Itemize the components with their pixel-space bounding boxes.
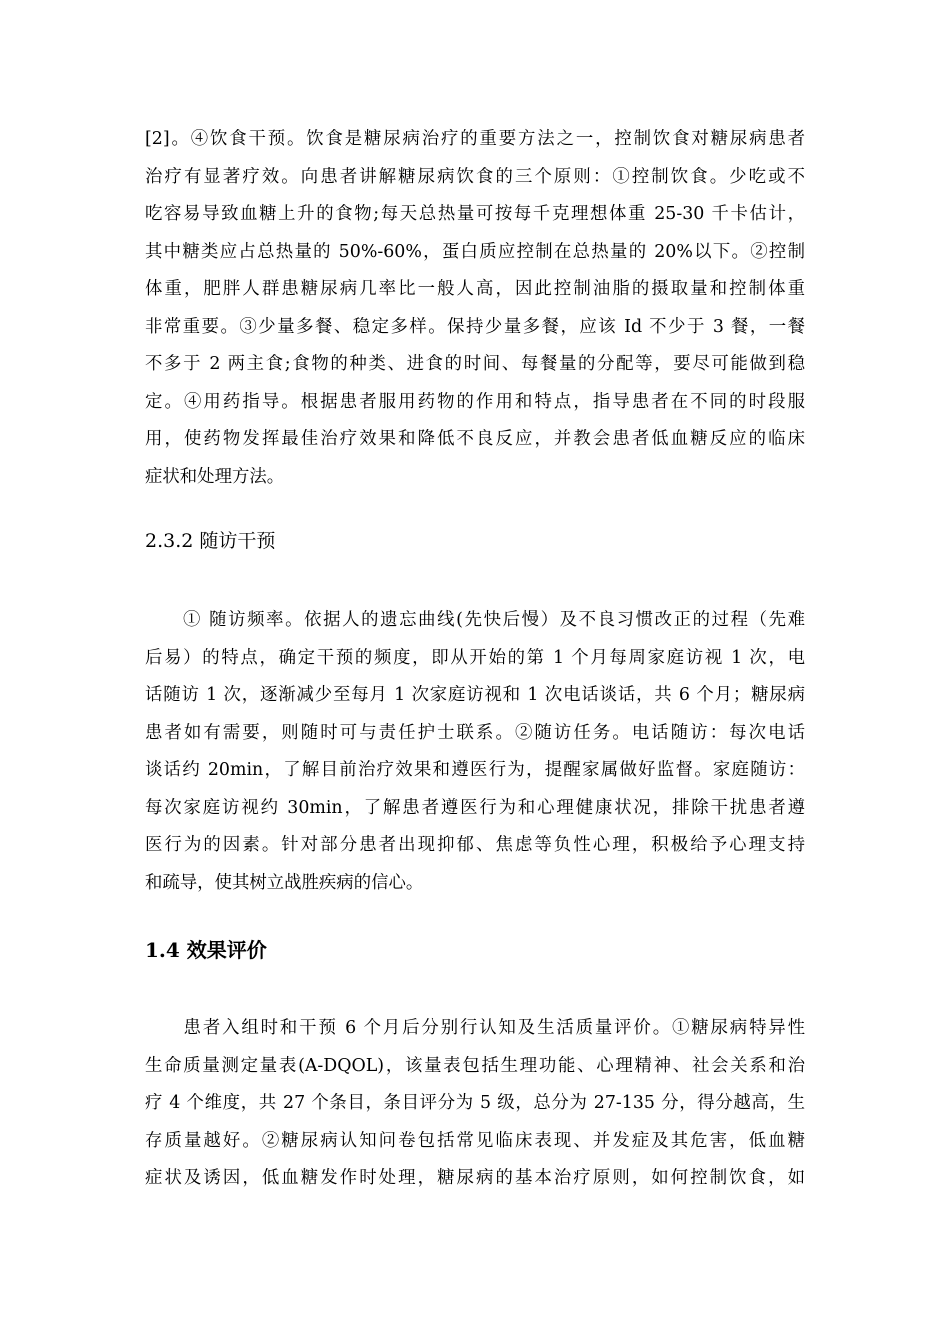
text-line: 生命质量测定量表(A-DQOL)，该量表包括生理功能、心理精神、社会关系和治	[145, 1055, 805, 1076]
text-line: 患者如有需要，则随时可与责任护士联系。②随访任务。电话随访：每次电话	[145, 722, 805, 743]
text-line: 治疗有显著疗效。向患者讲解糖尿病饮食的三个原则：①控制饮食。少吃或不	[145, 166, 805, 187]
paragraph-evaluation	[145, 1010, 805, 1198]
text-line: 疗 4 个维度，共 27 个条目，条目评分为 5 级，总分为 27-135 分，得分越高，生	[145, 1093, 805, 1113]
text-line: 话随访 1 次，逐渐减少至每月 1 次家庭访视和 1 次电话谈话，共 6 个月；糖尿病	[145, 685, 805, 705]
text-line: 谈话约 20min，了解目前治疗效果和遵医行为，提醒家属做好监督。家庭随访：	[145, 760, 805, 780]
text-line: 症状及诱因，低血糖发作时处理，糖尿病的基本治疗原则，如何控制饮食，如	[145, 1168, 805, 1188]
text-line: 非常重要。③少量多餐、稳定多样。保持少量多餐，应该 Id 不少于 3 餐，一餐	[145, 316, 805, 337]
text-line: 不多于 2 两主食;食物的种类、进食的时间、每餐量的分配等，要尽可能做到稳	[145, 354, 805, 374]
text-line: [2]。④饮食干预。饮食是糖尿病治疗的重要方法之一，控制饮食对糖尿病患者	[145, 129, 805, 149]
text-line: 体重，肥胖人群患糖尿病几率比一般人高，因此控制油脂的摄取量和控制体重	[145, 279, 805, 299]
paragraph-followup	[145, 602, 805, 902]
text-line: 定。④用药指导。根据患者服用药物的作用和特点，指导患者在不同的时段服	[145, 391, 805, 412]
text-line: 患者入组时和干预 6 个月后分别行认知及生活质量评价。①糖尿病特异性	[145, 1018, 805, 1038]
text-line: 症状和处理方法。	[145, 466, 285, 487]
text-line: 其中糖类应占总热量的 50%-60%，蛋白质应控制在总热量的 20%以下。②控制	[145, 241, 805, 262]
text-line: 吃容易导致血糖上升的食物;每天总热量可按每千克理想体重 25-30 千卡估计，	[145, 204, 805, 224]
paragraph-diet	[145, 121, 805, 496]
text-line: 存质量越好。②糖尿病认知问卷包括常见临床表现、并发症及其危害，低血糖	[145, 1130, 805, 1151]
text-line: 每次家庭访视约 30min，了解患者遵医行为和心理健康状况，排除干扰患者遵	[145, 797, 805, 818]
text-line: 后易）的特点，确定干预的频度，即从开始的第 1 个月每周家庭访视 1 次，电	[145, 647, 805, 668]
section-heading-evaluation: 1.4 效果评价	[145, 938, 267, 962]
text-line: 和疏导，使其树立战胜疾病的信心。	[145, 872, 424, 893]
text-line: ① 随访频率。依据人的遗忘曲线(先快后慢）及不良习惯改正的过程（先难	[145, 610, 805, 630]
section-heading-followup: 2.3.2 随访干预	[145, 530, 276, 552]
text-line: 用，使药物发挥最佳治疗效果和降低不良反应，并教会患者低血糖反应的临床	[145, 429, 805, 449]
text-line: 医行为的因素。针对部分患者出现抑郁、焦虑等负性心理，积极给予心理支持	[145, 835, 805, 855]
